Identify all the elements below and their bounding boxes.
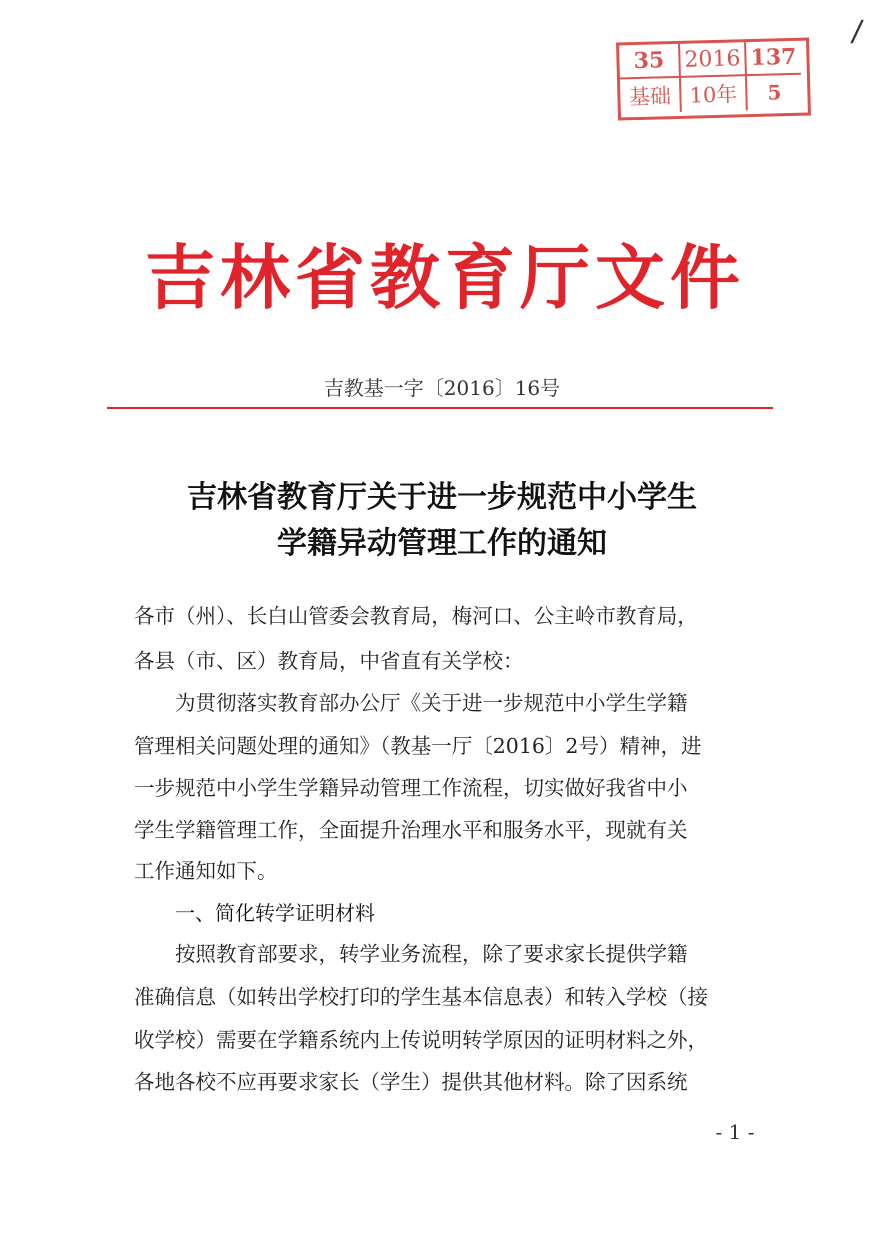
body-line: 管理相关问题处理的通知》（教基一厅〔2016〕2号）精神，进 [134, 734, 702, 758]
stamp-cell: 基础 [620, 78, 682, 114]
recipient-line: 各市（州）、长白山管委会教育局，梅河口、公主岭市教育局， [134, 604, 698, 628]
body-line: 学生学籍管理工作，全面提升治理水平和服务水平，现就有关 [134, 818, 688, 842]
page-number: - 1 - [715, 1120, 755, 1144]
body-line: 收学校）需要在学籍系统内上传说明转学原因的证明材料之外， [134, 1028, 708, 1052]
stamp-cell: 2016 [680, 42, 747, 78]
handwritten-mark: / [849, 13, 865, 50]
stamp-cell: 5 [767, 80, 782, 105]
stamp-cell: 35 [619, 44, 681, 80]
document-number: 吉教基一字〔2016〕16号 [323, 376, 561, 400]
stamp-cell: 10年 [681, 76, 748, 112]
red-divider [107, 407, 773, 409]
body-line: 按照教育部要求，转学业务流程，除了要求家长提供学籍 [175, 942, 688, 966]
stamp-cell: 137 [746, 41, 801, 76]
section-heading: 一、简化转学证明材料 [175, 901, 375, 925]
body-line: 为贯彻落实教育部办公厅《关于进一步规范中小学生学籍 [175, 691, 688, 715]
body-line: 工作通知如下。 [134, 859, 278, 883]
notice-title-line-1: 吉林省教育厅关于进一步规范中小学生 [187, 480, 697, 515]
recipient-line: 各县（市、区）教育局，中省直有关学校： [134, 649, 524, 673]
receipt-stamp [616, 37, 811, 120]
body-line: 准确信息（如转出学校打印的学生基本信息表）和转入学校（接 [134, 985, 708, 1009]
notice-title-line-2: 学籍异动管理工作的通知 [277, 526, 607, 561]
body-line: 各地各校不应再要求家长（学生）提供其他材料。除了因系统 [134, 1070, 688, 1094]
body-line: 一步规范中小学生学籍异动管理工作流程，切实做好我省中小 [134, 776, 688, 800]
masthead-title: 吉林省教育厅文件 [145, 237, 745, 319]
